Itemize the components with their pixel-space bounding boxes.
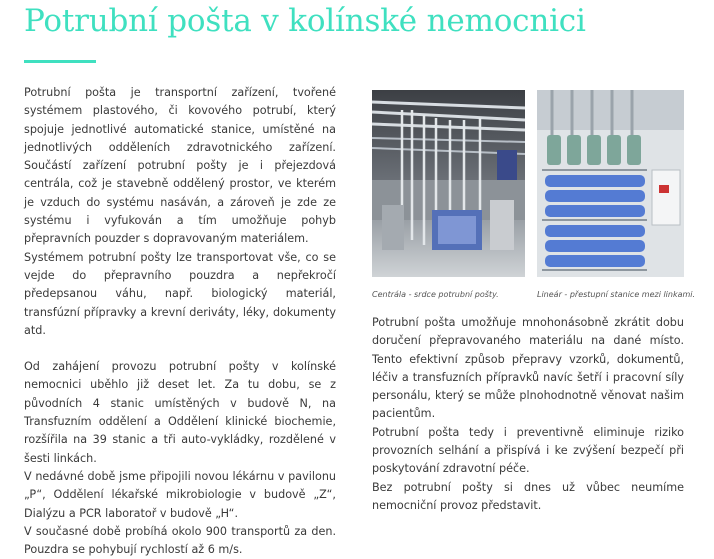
paragraph: V nedávné době jsme připojili novou lékárnu v pavilonu „P“, Oddělení lékařské mikrobiologie v budově „Z“, Dialýzu a PCR laboratoř v budově „H“. [24,469,336,520]
paragraph: Potrubní pošta umožňuje mnohonásobně zkrátit dobu doručení přepravovaného materiálu na dané místo. Tento efektivní způsob přepravy vzorků, dokumentů, léčiv a transfuzních přípravků navíc šetří i pracovní síly personálu, který se může plnohodnotně věnovat našim pacientům. [372,316,684,421]
page-title: Potrubní pošta v kolínské nemocnici [24,3,586,39]
paragraph: Bez potrubní pošty si dnes už vůbec neumíme nemocniční provoz představit. [372,480,684,512]
right-column [372,314,684,515]
linear-station-photo [537,90,684,277]
left-column [24,84,336,559]
paragraph-gap [24,340,336,358]
paragraph: Systémem potrubní pošty lze transportovat vše, co se vejde do přepravního pouzdra a nepřekročí předepsanou váhu, např. biologický materiál, transfúzní přípravky a krevní deriváty, léky, dokumenty atd. [24,250,336,337]
title-underline [24,60,96,63]
paragraph: Od zahájení provozu potrubní pošty v kolínské nemocnici uběhlo již deset let. Za tu dobu, se z původních 4 stanic umístěných v budově N, na Transfuzním oddělení a Oddělení klinické biochemie, rozšířila na 39 stanic a tři auto-vykládky, rozdělené v šesti linkách. [24,360,336,465]
paragraph: V současné době probíhá okolo 900 transportů za den. Pouzdra se pohybují rychlostí až 6 m/s. [24,524,336,557]
paragraph: Potrubní pošta tedy i preventivně eliminuje riziko provozních selhání a přispívá i ke zvýšení bezpečí při poskytování zdravotní péče. [372,425,684,476]
linear-station-caption: Lineár - přestupní stanice mezi linkami. [537,290,696,299]
paragraph: Potrubní pošta je transportní zařízení, tvořené systémem plastového, či kovového potrubí, který spojuje jednotlivé automatické stanice, umístěné na jednotlivých odděleních zdravotnického zařízení. Součástí zařízení potrubní pošty je i přejezdová centrála, což je stavebně oddělený prostor, ve kterém je vzduch do systému nasáván, a zároveň je zde ze systému i vyfukován a tím umožňuje pohyb přepravních pouzder s dopravovaným materiálem. [24,86,336,246]
central-station-photo [372,90,525,277]
central-station-caption: Centrála - srdce potrubní pošty. [372,290,499,299]
